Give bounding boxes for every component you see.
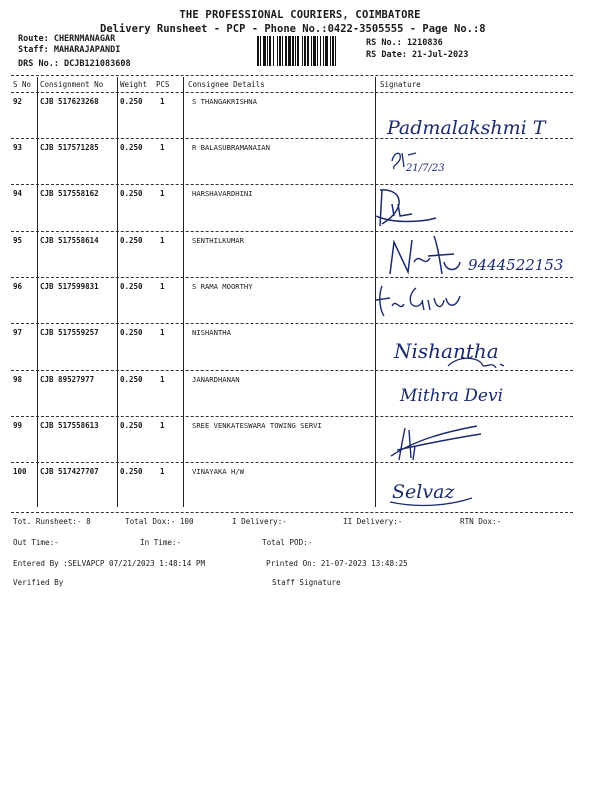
rtn-dox: RTN Dox:-: [460, 517, 502, 526]
signature-row-93: [388, 143, 468, 183]
signature-row-98: [398, 377, 558, 417]
rs-date: RS Date: 21-Jul-2023: [366, 50, 469, 60]
table-top-rule: [11, 75, 573, 76]
staff-signature: Staff Signature: [272, 578, 341, 587]
column-divider: [37, 77, 38, 507]
row-weight: 0.250: [120, 375, 143, 384]
col-header-consignment: Consignment No: [40, 80, 104, 89]
signature-date: 21/7/23: [406, 163, 445, 174]
row-weight: 0.250: [120, 282, 143, 291]
barcode-bar: [257, 36, 259, 66]
col-header-sno: S No: [13, 80, 32, 89]
row-sno: 98: [13, 375, 23, 384]
barcode-bar: [292, 36, 294, 66]
signature-row-99: [385, 420, 495, 468]
row-sno: 100: [13, 467, 27, 476]
rs-number: RS No.: 1210836: [366, 38, 443, 48]
barcode-bar: [267, 36, 268, 66]
barcode-bar: [273, 36, 274, 66]
table-bottom-rule: [11, 512, 573, 513]
row-pcs: 1: [160, 328, 165, 337]
signature-text: Padmalakshmi T: [387, 117, 546, 139]
row-consignee: JANARDHANAN: [192, 375, 240, 384]
barcode-bar: [330, 36, 331, 66]
out-time: Out Time:-: [13, 538, 59, 547]
header-rule: [11, 92, 573, 93]
row-pcs: 1: [160, 421, 165, 430]
row-pcs: 1: [160, 143, 165, 152]
row-consignee: S THANGAKRISHNA: [192, 97, 257, 106]
row-consignment-no: CJB 517571285: [40, 143, 99, 152]
row-pcs: 1: [160, 97, 165, 106]
barcode-bar: [297, 36, 299, 66]
row-pcs: 1: [160, 236, 165, 245]
row-sno: 92: [13, 97, 23, 106]
row-consignment-no: CJB 517558162: [40, 189, 99, 198]
route-label: Route: CHERNMANAGAR: [18, 34, 116, 44]
barcode-bar: [313, 36, 316, 66]
runsheet-title: Delivery Runsheet - PCP - Phone No.:0422-3505555 - Page No.:8: [100, 23, 486, 35]
barcode-bar: [269, 36, 271, 66]
barcode-bar: [279, 36, 281, 66]
row-sno: 96: [13, 282, 23, 291]
row-sno: 97: [13, 328, 23, 337]
signature-row-94: [372, 186, 452, 234]
row-consignment-no: CJB 517558614: [40, 236, 99, 245]
signature-row-96: [372, 280, 482, 324]
i-delivery: I Delivery:-: [232, 517, 287, 526]
row-consignment-no: CJB 517623268: [40, 97, 99, 106]
barcode-bar: [285, 36, 287, 66]
entered-by: Entered By :SELVAPCP 07/21/2023 1:48:14 PM: [13, 559, 206, 568]
col-header-pcs: PCS: [156, 80, 170, 89]
row-pcs: 1: [160, 467, 165, 476]
barcode-bar: [263, 36, 266, 66]
verified-by: Verified By: [13, 578, 64, 587]
row-consignee: VINAYAKA H/W: [192, 467, 244, 476]
row-weight: 0.250: [120, 189, 143, 198]
signature-row-97: [392, 330, 552, 378]
barcode-bar: [325, 36, 328, 66]
total-runsheet: Tot. Runsheet:- 8: [13, 517, 91, 526]
barcode-bar: [307, 36, 309, 66]
printed-on: Printed On: 21-07-2023 13:48:25: [266, 559, 408, 568]
row-sno: 94: [13, 189, 23, 198]
barcode-bar: [304, 36, 306, 66]
row-consignee: SENTHILKUMAR: [192, 236, 244, 245]
col-header-signature: Signature: [380, 80, 421, 89]
barcode-bar: [311, 36, 312, 66]
barcode-bar: [288, 36, 291, 66]
row-consignment-no: CJB 517599831: [40, 282, 99, 291]
column-divider: [183, 77, 184, 507]
signature-row-95: [384, 232, 594, 286]
row-sno: 93: [13, 143, 23, 152]
barcode-bar: [323, 36, 324, 66]
barcode-bar: [282, 36, 283, 66]
row-pcs: 1: [160, 282, 165, 291]
row-weight: 0.250: [120, 97, 143, 106]
row-sno: 99: [13, 421, 23, 430]
total-pod: Total POD:-: [262, 538, 313, 547]
row-consignee: NISHANTHA: [192, 328, 231, 337]
col-header-weight: Weight: [120, 80, 148, 89]
row-consignee: S RAMA MOORTHY: [192, 282, 253, 291]
signature-row-92: [385, 108, 585, 148]
signature-text: Mithra Devi: [400, 386, 504, 406]
barcode-icon: [257, 36, 361, 66]
row-consignee: HARSHAVARDHINI: [192, 189, 253, 198]
staff-label: Staff: MAHARAJAPANDI: [18, 45, 121, 55]
barcode-bar: [317, 36, 318, 66]
row-consignment-no: CJB 517427707: [40, 467, 99, 476]
barcode-bar: [302, 36, 303, 66]
row-pcs: 1: [160, 375, 165, 384]
row-consignment-no: CJB 517558613: [40, 421, 99, 430]
barcode-bar: [320, 36, 321, 66]
signature-row-100: [388, 470, 508, 514]
signature-phone: 9444522153: [468, 256, 564, 274]
company-title: THE PROFESSIONAL COURIERS, COIMBATORE: [179, 9, 421, 21]
barcode-bar: [295, 36, 296, 66]
column-divider: [117, 77, 118, 507]
row-sno: 95: [13, 236, 23, 245]
col-header-consignee: Consignee Details: [188, 80, 265, 89]
row-weight: 0.250: [120, 467, 143, 476]
ii-delivery: II Delivery:-: [343, 517, 403, 526]
total-dox: Total Dox:- 100: [125, 517, 194, 526]
row-consignment-no: CJB 89527977: [40, 375, 95, 384]
row-rule: [11, 184, 573, 185]
row-consignee: SREE VENKATESWARA TOWING SERVI: [192, 421, 322, 430]
barcode-bar: [277, 36, 278, 66]
row-weight: 0.250: [120, 236, 143, 245]
row-consignee: R BALASUBRAMANAIAN: [192, 143, 270, 152]
row-pcs: 1: [160, 189, 165, 198]
row-rule: [11, 323, 573, 324]
row-weight: 0.250: [120, 421, 143, 430]
row-weight: 0.250: [120, 328, 143, 337]
barcode-bar: [332, 36, 334, 66]
row-consignment-no: CJB 517559257: [40, 328, 99, 337]
signature-text: Selvaz: [392, 481, 455, 503]
signature-text: Nishantha: [394, 339, 499, 363]
barcode-bar: [260, 36, 261, 66]
in-time: In Time:-: [140, 538, 182, 547]
barcode-bar: [335, 36, 336, 66]
drs-number: DRS No.: DCJB121083608: [18, 59, 131, 69]
row-weight: 0.250: [120, 143, 143, 152]
